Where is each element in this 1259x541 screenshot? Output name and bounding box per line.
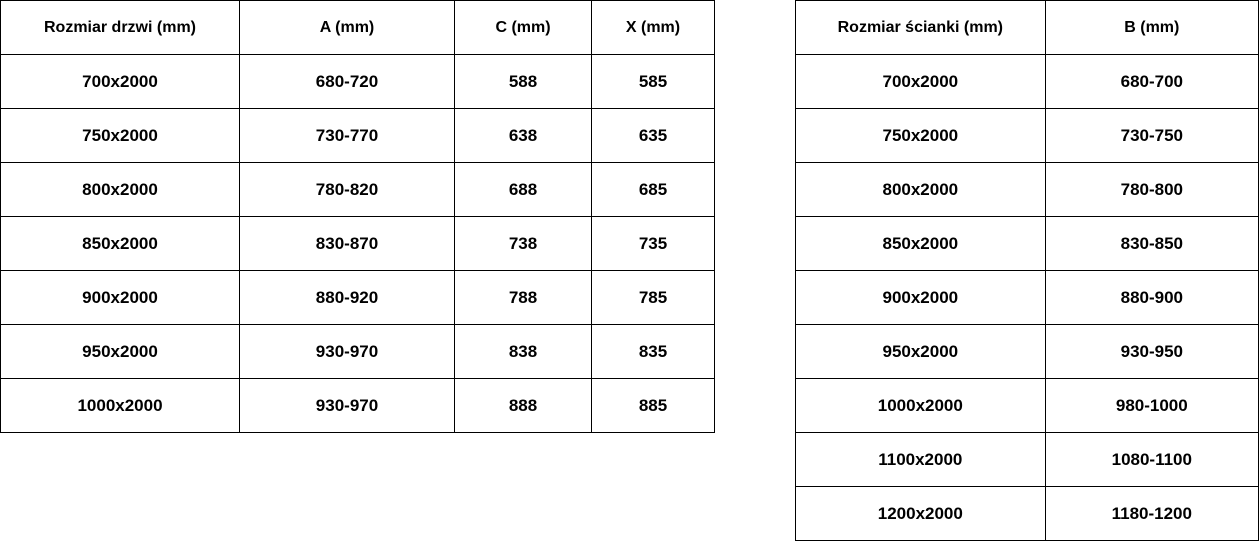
column-header-a: A (mm) xyxy=(240,1,455,55)
cell-wall-size: 1100x2000 xyxy=(796,433,1046,487)
cell-a: 730-770 xyxy=(240,109,455,163)
wall-size-table-container xyxy=(795,0,1259,541)
cell-c: 888 xyxy=(455,379,592,433)
cell-a: 930-970 xyxy=(240,379,455,433)
cell-b: 1080-1100 xyxy=(1045,433,1258,487)
table-row xyxy=(796,109,1259,163)
table-row xyxy=(796,217,1259,271)
cell-a: 780-820 xyxy=(240,163,455,217)
cell-x: 685 xyxy=(592,163,715,217)
cell-c: 688 xyxy=(455,163,592,217)
cell-door-size: 950x2000 xyxy=(1,325,240,379)
cell-c: 838 xyxy=(455,325,592,379)
table-row xyxy=(1,109,715,163)
cell-wall-size: 1000x2000 xyxy=(796,379,1046,433)
cell-x: 585 xyxy=(592,55,715,109)
cell-c: 638 xyxy=(455,109,592,163)
cell-c: 788 xyxy=(455,271,592,325)
table-row xyxy=(796,487,1259,541)
column-header-b: B (mm) xyxy=(1045,1,1258,55)
table-header-row xyxy=(1,1,715,55)
column-header-c: C (mm) xyxy=(455,1,592,55)
cell-b: 930-950 xyxy=(1045,325,1258,379)
table-body xyxy=(796,55,1259,541)
table-row xyxy=(1,163,715,217)
table-row xyxy=(796,379,1259,433)
column-header-x: X (mm) xyxy=(592,1,715,55)
cell-door-size: 750x2000 xyxy=(1,109,240,163)
table-header xyxy=(796,1,1259,55)
cell-x: 835 xyxy=(592,325,715,379)
cell-b: 830-850 xyxy=(1045,217,1258,271)
table-row xyxy=(796,55,1259,109)
table-row xyxy=(1,55,715,109)
cell-wall-size: 850x2000 xyxy=(796,217,1046,271)
cell-x: 735 xyxy=(592,217,715,271)
table-row xyxy=(796,325,1259,379)
cell-b: 780-800 xyxy=(1045,163,1258,217)
door-size-table xyxy=(0,0,715,433)
cell-a: 880-920 xyxy=(240,271,455,325)
cell-b: 980-1000 xyxy=(1045,379,1258,433)
cell-wall-size: 950x2000 xyxy=(796,325,1046,379)
cell-c: 738 xyxy=(455,217,592,271)
cell-x: 885 xyxy=(592,379,715,433)
table-row xyxy=(1,325,715,379)
table-header xyxy=(1,1,715,55)
cell-wall-size: 1200x2000 xyxy=(796,487,1046,541)
cell-b: 880-900 xyxy=(1045,271,1258,325)
cell-door-size: 800x2000 xyxy=(1,163,240,217)
table-row xyxy=(1,271,715,325)
table-row xyxy=(796,163,1259,217)
door-size-table-container xyxy=(0,0,715,433)
table-body xyxy=(1,55,715,433)
cell-door-size: 700x2000 xyxy=(1,55,240,109)
cell-b: 730-750 xyxy=(1045,109,1258,163)
cell-door-size: 850x2000 xyxy=(1,217,240,271)
wall-size-table xyxy=(795,0,1259,541)
table-header-row xyxy=(796,1,1259,55)
cell-a: 830-870 xyxy=(240,217,455,271)
cell-wall-size: 900x2000 xyxy=(796,271,1046,325)
cell-c: 588 xyxy=(455,55,592,109)
cell-x: 635 xyxy=(592,109,715,163)
cell-b: 680-700 xyxy=(1045,55,1258,109)
cell-a: 930-970 xyxy=(240,325,455,379)
cell-wall-size: 750x2000 xyxy=(796,109,1046,163)
table-row xyxy=(1,379,715,433)
table-row xyxy=(1,217,715,271)
cell-a: 680-720 xyxy=(240,55,455,109)
column-header-door-size: Rozmiar drzwi (mm) xyxy=(1,1,240,55)
cell-wall-size: 700x2000 xyxy=(796,55,1046,109)
cell-x: 785 xyxy=(592,271,715,325)
cell-b: 1180-1200 xyxy=(1045,487,1258,541)
table-row xyxy=(796,433,1259,487)
table-row xyxy=(796,271,1259,325)
cell-door-size: 900x2000 xyxy=(1,271,240,325)
cell-door-size: 1000x2000 xyxy=(1,379,240,433)
column-header-wall-size: Rozmiar ścianki (mm) xyxy=(796,1,1046,55)
cell-wall-size: 800x2000 xyxy=(796,163,1046,217)
